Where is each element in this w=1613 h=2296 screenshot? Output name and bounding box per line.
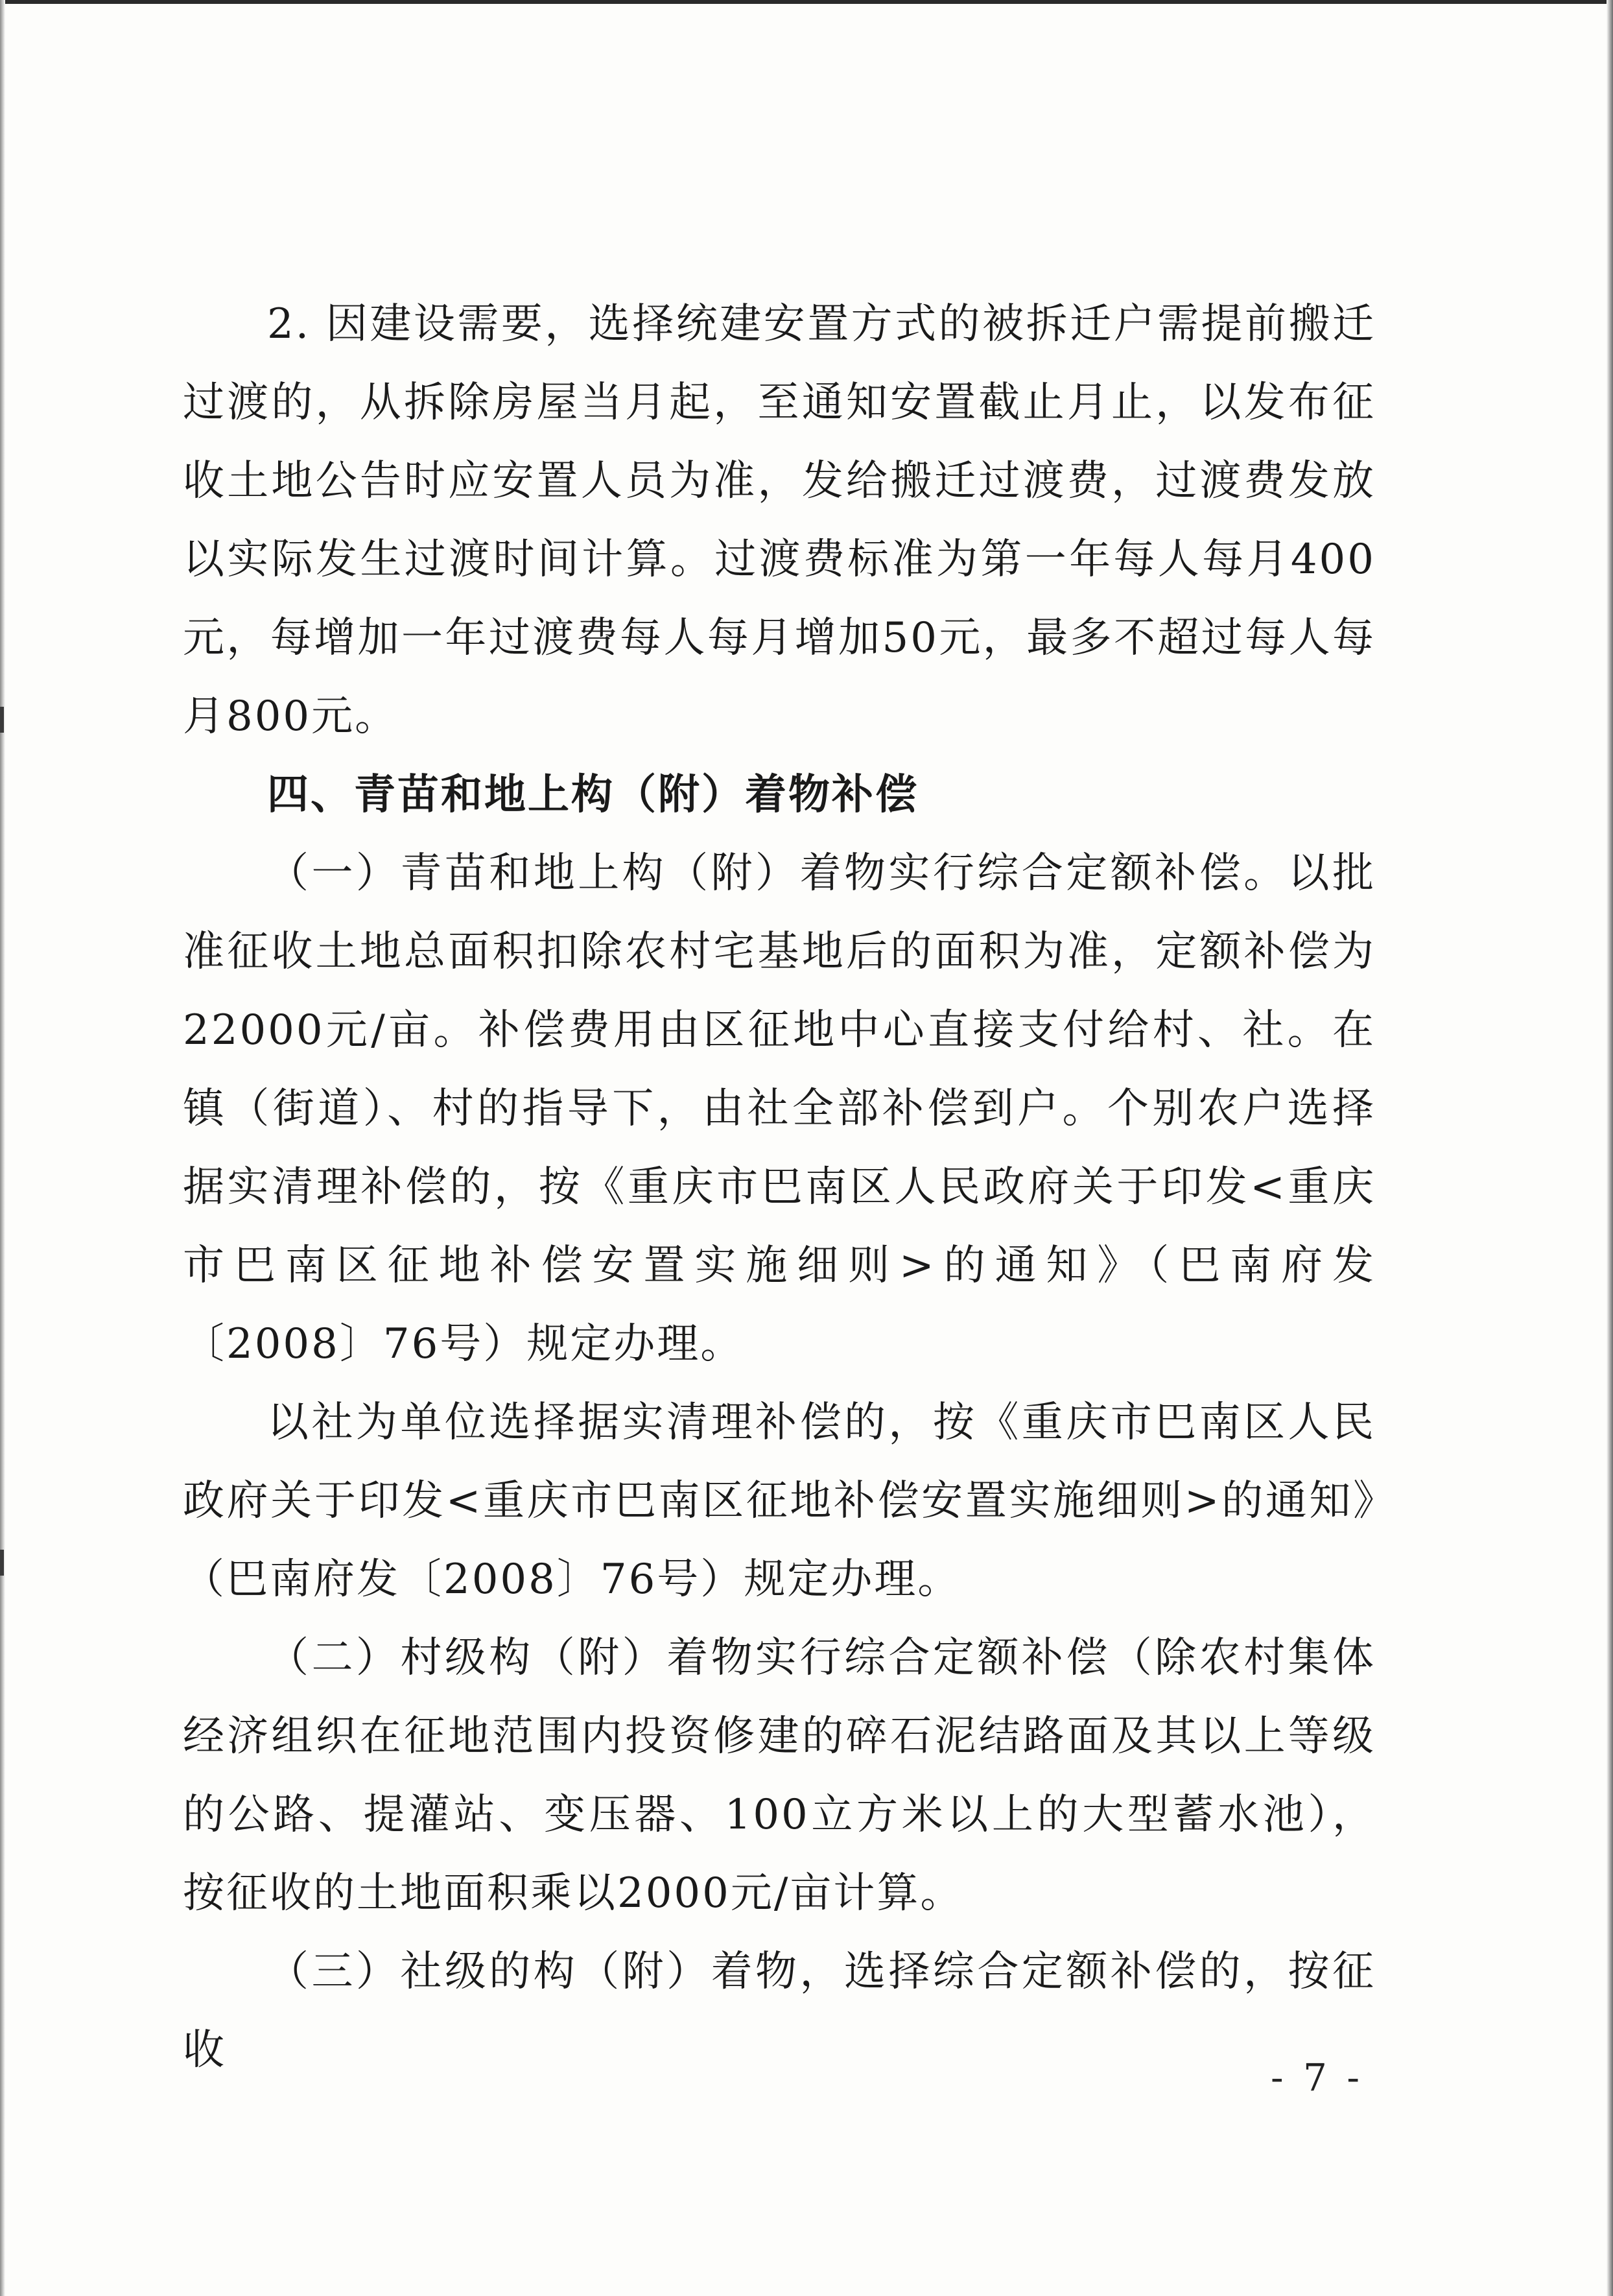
paragraph-relocation-fee: 2. 因建设需要，选择统建安置方式的被拆迁户需提前搬迁过渡的，从拆除房屋当月起，至通知安置截止月止，以发布征收土地公告时应安置人员为准，发给搬迁过渡费，过渡费发放以实际发生过渡时间计算。过渡费标准为第一年每人每月400元，每增加一年过渡费每人每月增加50元，最多不超过每人每月800元。 — [183, 300, 1376, 740]
paragraph-item-three: （三）社级的构（附）着物，选择综合定额补偿的，按征收 — [183, 1948, 1376, 2074]
paragraph-item-one: （一）青苗和地上构（附）着物实行综合定额补偿。以批准征收土地总面积扣除农村宅基地后的面积为准，定额补偿为22000元/亩。补偿费用由区征地中心直接支付给村、社。在镇（街道）、村的指导下，由社全部补偿到户。个别农户选择据实清理补偿的，按《重庆市巴南区人民政府关于印发<重庆市巴南区征地补偿安置实施细则>的通知》（巴南府发〔2008〕76号）规定办理。 — [183, 849, 1376, 1368]
section-heading-compensation: 四、青苗和地上构（附）着物补偿 — [267, 771, 919, 819]
binding-mark — [0, 1550, 4, 1576]
document-body — [183, 285, 1376, 2090]
scan-top-edge — [0, 0, 1613, 4]
page-number: - 7 - — [1271, 2055, 1363, 2100]
scan-right-edge — [1607, 0, 1613, 2296]
paragraph-item-two: （二）村级构（附）着物实行综合定额补偿（除农村集体经济组织在征地范围内投资修建的碎石泥结路面及其以上等级的公路、提灌站、变压器、100立方米以上的大型蓄水池），按征收的土地面积乘以2000元/亩计算。 — [183, 1634, 1376, 1917]
binding-mark — [0, 707, 4, 733]
scan-left-edge — [0, 0, 5, 2296]
paragraph-community-unit: 以社为单位选择据实清理补偿的，按《重庆市巴南区人民政府关于印发<重庆市巴南区征地补偿安置实施细则>的通知》（巴南府发〔2008〕76号）规定办理。 — [183, 1399, 1376, 1604]
